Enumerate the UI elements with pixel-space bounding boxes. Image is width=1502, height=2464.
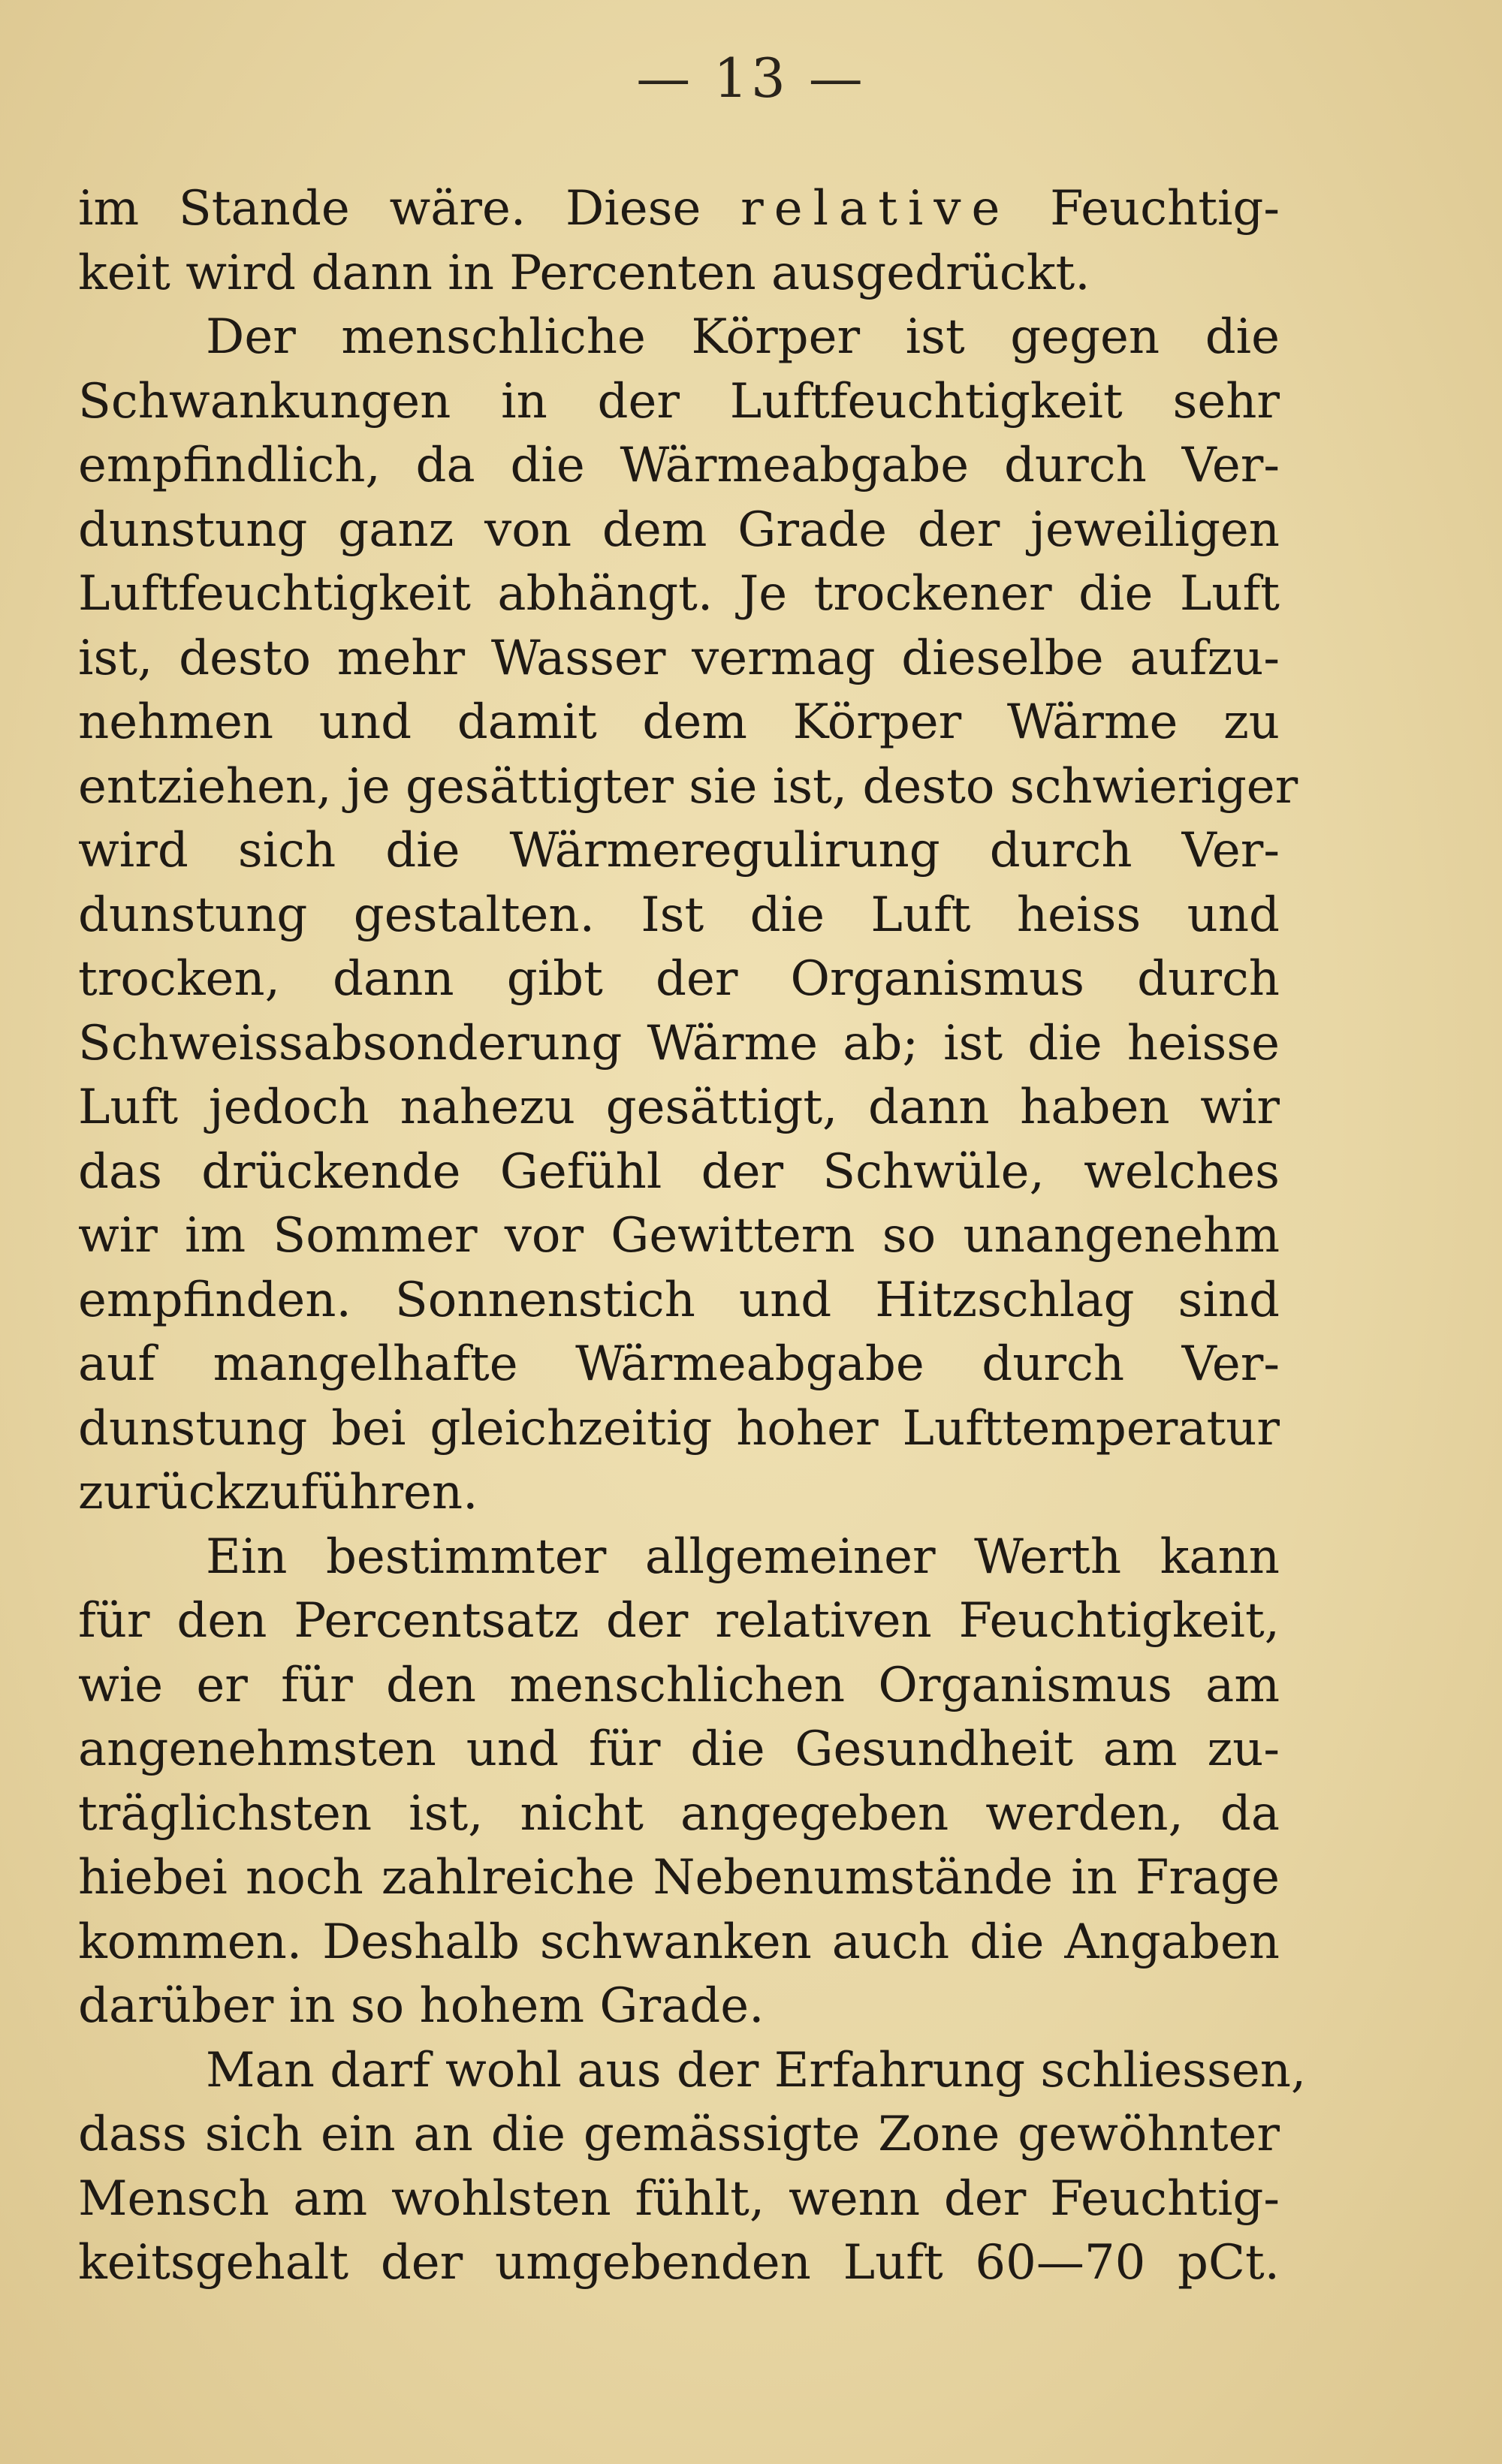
text-line: im Stande wäre. Diese relative Feuchtig- [78,181,1280,236]
text-line: kommen. Deshalb schwanken auch die Angaben [78,1914,1280,1970]
text-line: nehmen und damit dem Körper Wärme zu [78,694,1280,750]
text-line: träglichsten ist, nicht angegeben werden, da [78,1785,1280,1842]
text-line: auf mangelhafte Wärmeabgabe durch Ver- [78,1336,1280,1392]
paragraph-1 [78,177,1280,306]
text-line: Luftfeuchtigkeit abhängt. Je trockener die Luft [78,566,1280,622]
text-line: dunstung bei gleichzeitig hoher Lufttemperatur [78,1400,1280,1456]
paragraph-4 [78,2039,1307,2296]
emphasized-word: relative [740,181,1011,236]
text-line: angenehmsten und für die Gesundheit am zu- [78,1721,1280,1777]
text-line: das drückende Gefühl der Schwüle, welches [78,1143,1280,1200]
text-line: dunstung ganz von dem Grade der jeweiligen [78,502,1280,558]
text-line: Ein bestimmter allgemeiner Werth kann [206,1529,1280,1585]
text-line: empfindlich, da die Wärmeabgabe durch Ver- [78,438,1280,493]
body-text [78,177,1307,2296]
text-line: für den Percentsatz der relativen Feuchtigkeit, [78,1593,1280,1649]
text-line: keit wird dann in Percenten ausgedrückt. [78,245,1090,301]
text-line: Man darf wohl aus der Erfahrung schliessen, [206,2042,1307,2098]
text-line: hiebei noch zahlreiche Nebenumstände in Frage [78,1850,1280,1905]
paragraph-2 [78,306,1298,1526]
text-line: dunstung gestalten. Ist die Luft heiss und [78,887,1280,943]
paragraph-3 [78,1526,1280,2039]
text-line: Schweissabsonderung Wärme ab; ist die heisse [78,1015,1280,1071]
text-line: wir im Sommer vor Gewittern so unangenehm [78,1208,1280,1264]
text-line: Mensch am wohlsten fühlt, wenn der Feuchtig- [78,2170,1280,2227]
text-line: entziehen, je gesättigter sie ist, desto schwieriger [78,758,1298,815]
text-line: zurückzuführen. [78,1465,478,1520]
text-line: keitsgehalt der umgebenden Luft 60—70 pCt. [78,2235,1280,2291]
text-line: darüber in so hohem Grade. [78,1978,765,2034]
text-line: trocken, dann gibt der Organismus durch [78,951,1280,1007]
text-line: Schwankungen in der Luftfeuchtigkeit sehr [78,373,1280,429]
text-line: Luft jedoch nahezu gesättigt, dann haben wir [78,1080,1280,1135]
page-number: — 13 — [636,47,866,110]
text-line: wird sich die Wärmeregulirung durch Ver- [78,823,1280,878]
text-line: Der menschliche Körper ist gegen die [206,309,1280,365]
text-line: dass sich ein an die gemässigte Zone gewöhnter [78,2107,1280,2162]
text-line: ist, desto mehr Wasser vermag dieselbe aufzu- [78,630,1280,686]
text-line: empfinden. Sonnenstich und Hitzschlag sind [78,1272,1280,1328]
text-line: wie er für den menschlichen Organismus am [78,1657,1280,1713]
